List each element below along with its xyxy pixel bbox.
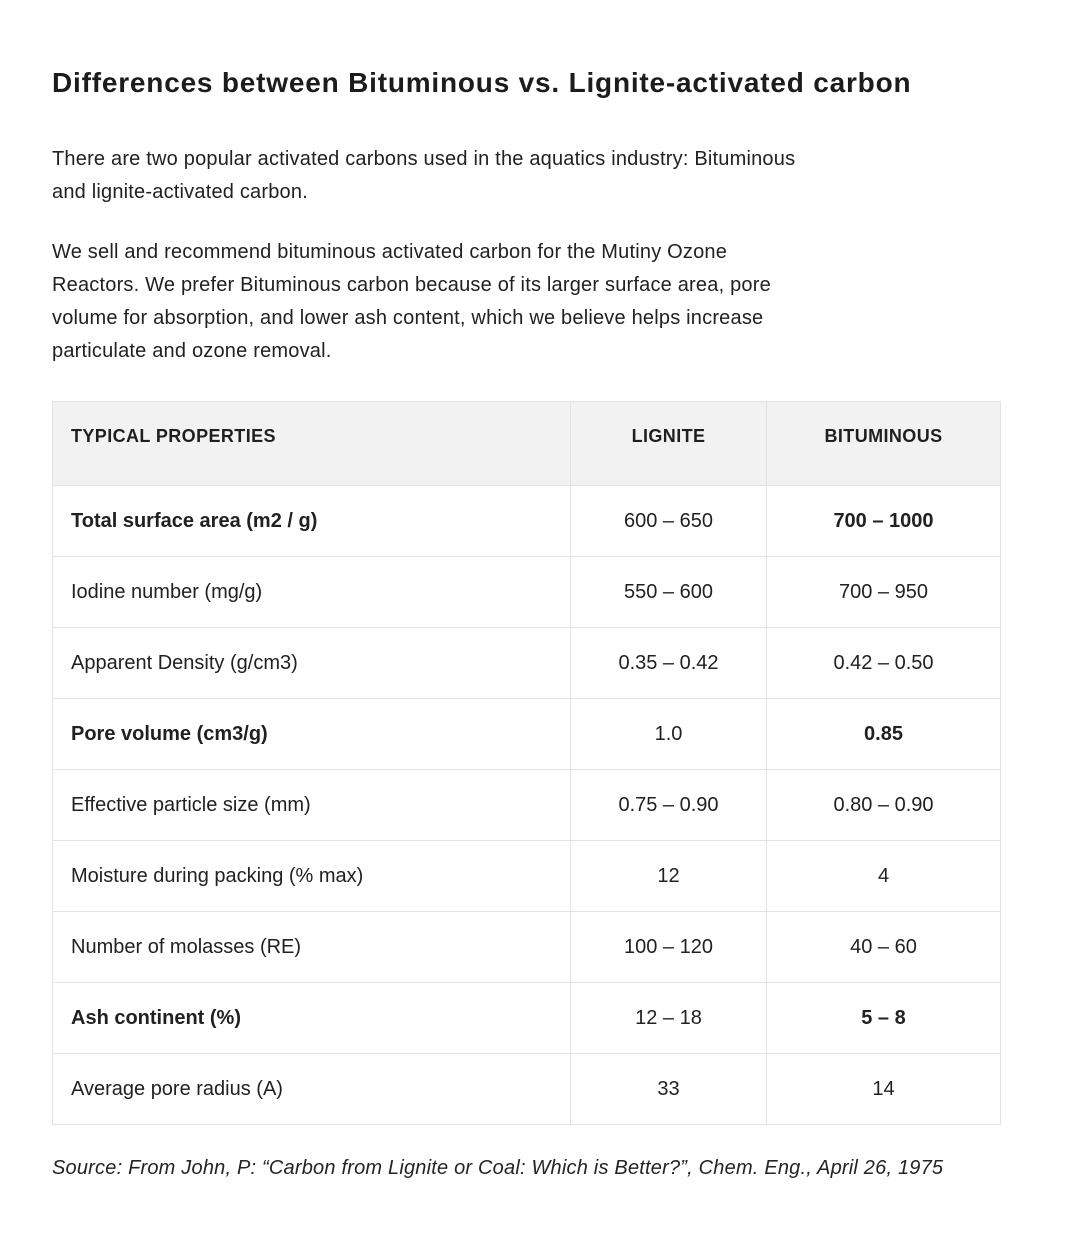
properties-comparison-table xyxy=(52,401,1001,1125)
lignite-value-cell: 12 xyxy=(571,841,767,912)
property-cell: Average pore radius (A) xyxy=(53,1054,571,1125)
bituminous-value-cell: 700 – 950 xyxy=(767,557,1001,628)
bituminous-value-cell: 700 – 1000 xyxy=(767,486,1001,557)
recommendation-line-1: We sell and recommend bituminous activated carbon for the Mutiny Ozone xyxy=(52,241,728,263)
table-row xyxy=(53,628,1001,699)
table-row xyxy=(53,486,1001,557)
lignite-value-cell: 12 – 18 xyxy=(571,983,767,1054)
table-row xyxy=(53,1054,1001,1125)
recommendation-line-2: Reactors. We prefer Bituminous carbon because of its larger surface area, pore xyxy=(52,274,771,296)
lignite-value-cell: 33 xyxy=(571,1054,767,1125)
bituminous-value-cell: 0.42 – 0.50 xyxy=(767,628,1001,699)
bituminous-value-cell: 40 – 60 xyxy=(767,912,1001,983)
property-cell: Number of molasses (RE) xyxy=(53,912,571,983)
table-row xyxy=(53,841,1001,912)
bituminous-value-cell: 0.85 xyxy=(767,699,1001,770)
table-row xyxy=(53,557,1001,628)
property-cell: Effective particle size (mm) xyxy=(53,770,571,841)
intro-line-1: There are two popular activated carbons used in the aquatics industry: Bituminous xyxy=(52,148,796,170)
bituminous-value-cell: 14 xyxy=(767,1054,1001,1125)
property-cell: Moisture during packing (% max) xyxy=(53,841,571,912)
table-row xyxy=(53,770,1001,841)
intro-paragraph xyxy=(52,143,1030,209)
recommendation-line-3: volume for absorption, and lower ash content, which we believe helps increase xyxy=(52,307,764,329)
lignite-value-cell: 100 – 120 xyxy=(571,912,767,983)
column-header-lignite: LIGNITE xyxy=(571,402,767,486)
lignite-value-cell: 600 – 650 xyxy=(571,486,767,557)
table-body xyxy=(53,486,1001,1125)
table-row xyxy=(53,699,1001,770)
property-cell: Iodine number (mg/g) xyxy=(53,557,571,628)
property-cell: Apparent Density (g/cm3) xyxy=(53,628,571,699)
lignite-value-cell: 550 – 600 xyxy=(571,557,767,628)
recommendation-line-4: particulate and ozone removal. xyxy=(52,340,332,362)
source-note: Source: From John, P: “Carbon from Lignite or Coal: Which is Better?”, Chem. Eng., April 26, 1975 xyxy=(52,1157,944,1179)
column-header-bituminous: BITUMINOUS xyxy=(767,402,1001,486)
table-row xyxy=(53,912,1001,983)
property-cell: Pore volume (cm3/g) xyxy=(53,699,571,770)
column-header-typical-properties: TYPICAL PROPERTIES xyxy=(53,402,571,486)
lignite-value-cell: 1.0 xyxy=(571,699,767,770)
lignite-value-cell: 0.35 – 0.42 xyxy=(571,628,767,699)
intro-line-2: and lignite-activated carbon. xyxy=(52,181,308,203)
table-row xyxy=(53,983,1001,1054)
table-header-row xyxy=(53,402,1001,486)
lignite-value-cell: 0.75 – 0.90 xyxy=(571,770,767,841)
bituminous-value-cell: 4 xyxy=(767,841,1001,912)
bituminous-value-cell: 0.80 – 0.90 xyxy=(767,770,1001,841)
recommendation-paragraph xyxy=(52,236,1030,368)
bituminous-value-cell: 5 – 8 xyxy=(767,983,1001,1054)
property-cell: Total surface area (m2 / g) xyxy=(53,486,571,557)
page-title: Differences between Bituminous vs. Lignite-activated carbon xyxy=(52,67,912,98)
property-cell: Ash continent (%) xyxy=(53,983,571,1054)
